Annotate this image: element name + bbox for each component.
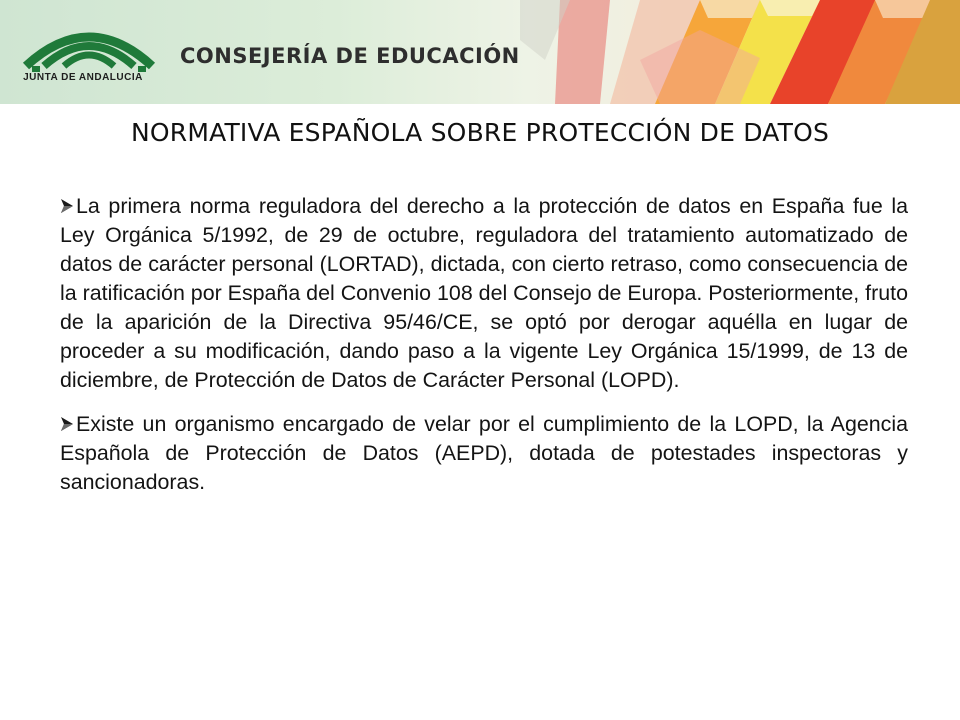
page-title: NORMATIVA ESPAÑOLA SOBRE PROTECCIÓN DE DATOS	[130, 118, 830, 147]
arrow-bullet-icon	[60, 198, 74, 214]
paragraph-1-text: La primera norma reguladora del derecho a la protección de datos en España fue la Ley Orgánica 5/1992, de 29 de octubre, reguladora del tratamiento automatizado de datos de carácter personal (LORTAD), dictada, con cierto retraso, como consecuencia de la ratificación por España del Convenio 108 del Consejo de Europa. Posteriormente, fruto de la aparición de la Directiva 95/46/CE, se optó por derogar aquélla en lugar de proceder a su modificación, dando paso a la vigente Ley Orgánica 15/1999, de 13 de diciembre, de Protección de Datos de Carácter Personal (LOPD).	[60, 194, 908, 392]
brand-title: CONSEJERÍA DE EDUCACIÓN	[180, 44, 520, 68]
paragraph-2	[60, 410, 908, 497]
logo-caption: JUNTA DE ANDALUCIA	[23, 72, 143, 83]
arrow-bullet-icon	[60, 416, 74, 432]
paragraph-1	[60, 192, 908, 395]
header-banner	[0, 0, 960, 104]
content-area	[60, 192, 908, 512]
paragraph-2-text: Existe un organismo encargado de velar por el cumplimiento de la LOPD, la Agencia Española de Protección de Datos (AEPD), dotada de potestades inspectoras y sancionadoras.	[60, 412, 908, 494]
